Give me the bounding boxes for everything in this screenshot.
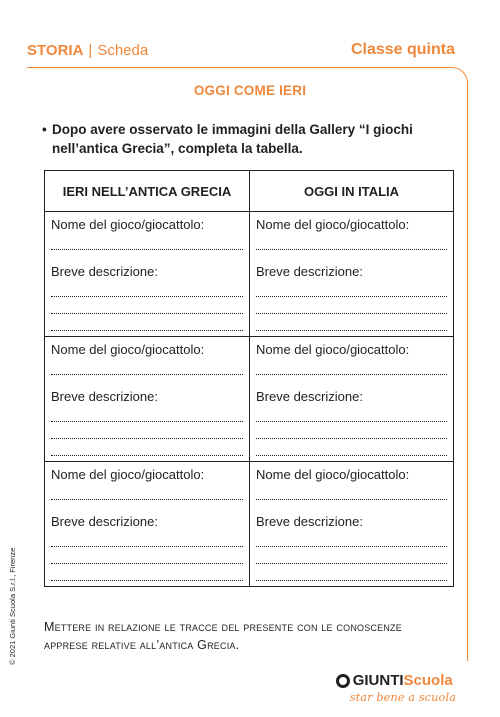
table-cell: [45, 212, 250, 337]
write-line[interactable]: [51, 297, 243, 314]
table-cell: [250, 212, 454, 337]
table-cell: [45, 337, 250, 462]
write-line[interactable]: [51, 439, 243, 456]
col-header-italy-today: OGGI IN ITALIA: [250, 171, 454, 212]
write-line[interactable]: [51, 358, 243, 375]
write-line[interactable]: [256, 405, 447, 422]
write-line[interactable]: [256, 483, 447, 500]
giunti-logo-icon: [336, 674, 350, 688]
table-row: [45, 337, 454, 462]
description-label: Breve descrizione:: [256, 264, 363, 279]
logo-tagline: star bene a scuola: [349, 690, 456, 704]
description-label: Breve descrizione:: [51, 514, 158, 529]
table-row: [45, 212, 454, 337]
table-cell: [45, 462, 250, 587]
write-line[interactable]: [51, 483, 243, 500]
write-line[interactable]: [256, 297, 447, 314]
grade-label: Classe quinta: [350, 41, 455, 58]
table-cell: [250, 337, 454, 462]
write-line[interactable]: [51, 280, 243, 297]
write-line[interactable]: [51, 405, 243, 422]
logo-brand-scuola: Scuola: [403, 672, 453, 689]
publisher-logo: [336, 672, 456, 704]
instruction-line-1: Dopo avere osservato le immagini della Gallery “I giochi: [52, 122, 413, 137]
name-label: Nome del gioco/giocattolo:: [51, 342, 205, 357]
write-line[interactable]: [256, 564, 447, 581]
write-line[interactable]: [256, 233, 447, 250]
header-separator: |: [88, 42, 93, 59]
name-label: Nome del gioco/giocattolo:: [256, 467, 410, 482]
instruction: [42, 120, 442, 158]
note-line-2: apprese relative all’antica Grecia.: [44, 638, 240, 652]
name-label: Nome del gioco/giocattolo:: [51, 467, 205, 482]
logo-brand: GIUNTI: [352, 672, 404, 689]
instruction-line-2: nell’antica Grecia”, completa la tabella.: [52, 141, 303, 156]
write-line[interactable]: [51, 564, 243, 581]
footer-note: [44, 618, 464, 654]
header-subject: [27, 42, 148, 59]
write-line[interactable]: [256, 439, 447, 456]
bullet-icon: •: [42, 122, 47, 137]
write-line[interactable]: [51, 233, 243, 250]
write-line[interactable]: [51, 314, 243, 331]
write-line[interactable]: [51, 422, 243, 439]
description-label: Breve descrizione:: [256, 514, 363, 529]
sheet-type: Scheda: [97, 42, 149, 59]
write-line[interactable]: [256, 358, 447, 375]
name-label: Nome del gioco/giocattolo:: [51, 217, 205, 232]
col-header-ancient-greece: IERI NELL’ANTICA GRECIA: [45, 171, 250, 212]
write-line[interactable]: [256, 280, 447, 297]
write-line[interactable]: [256, 547, 447, 564]
write-line[interactable]: [256, 422, 447, 439]
write-line[interactable]: [51, 530, 243, 547]
name-label: Nome del gioco/giocattolo:: [256, 342, 410, 357]
write-line[interactable]: [51, 547, 243, 564]
copyright: © 2021 Giunti Scuola S.r.l., Firenze: [8, 547, 17, 665]
description-label: Breve descrizione:: [256, 389, 363, 404]
write-line[interactable]: [256, 314, 447, 331]
note-line-1: Mettere in relazione le tracce del presente con le conoscenze: [44, 620, 402, 634]
description-label: Breve descrizione:: [51, 264, 158, 279]
write-line[interactable]: [256, 530, 447, 547]
subject-label: STORIA: [27, 42, 84, 59]
name-label: Nome del gioco/giocattolo:: [256, 217, 410, 232]
description-label: Breve descrizione:: [51, 389, 158, 404]
page-title: OGGI COME IERI: [193, 83, 307, 98]
table-row: [45, 462, 454, 587]
comparison-table: [44, 170, 454, 587]
table-cell: [250, 462, 454, 587]
